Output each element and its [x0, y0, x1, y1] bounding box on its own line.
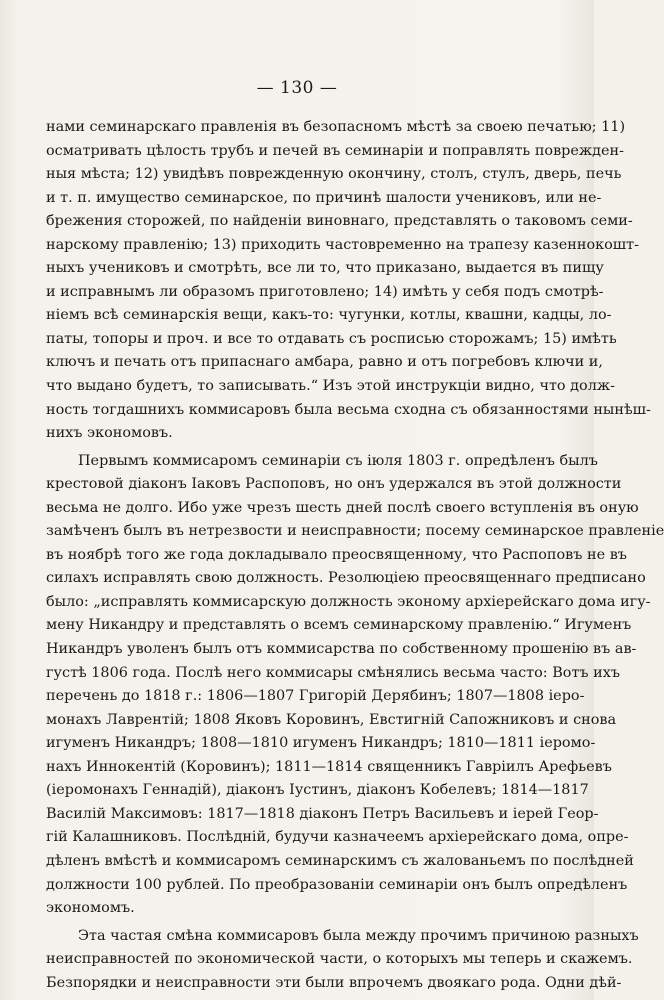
text-line: монахъ Лаврентій; 1808 Яковъ Коровинъ, Евстигній Сапожниковъ и снова [46, 711, 617, 728]
text-line: перечень до 1818 г.: 1806—1807 Григорій Дерябинъ; 1807—1808 іеро- [46, 688, 585, 705]
text-line: Первымъ коммисаромъ семинаріи съ іюля 1803 г. опредѣленъ былъ [78, 452, 598, 469]
text-line: гій Калашниковъ. Послѣдній, будучи казначеемъ архіерейскаго дома, опре- [46, 829, 629, 846]
text-line: мену Никандру и представлять о всемъ семинарскому правленію.“ Игуменъ [46, 617, 632, 634]
text-line: густѣ 1806 года. Послѣ него коммисары смѣнялись весьма часто: Вотъ ихъ [46, 664, 620, 681]
text-line: брежения сторожей, по найденіи виновнаго, представлять о таковомъ семи- [46, 213, 633, 230]
text-line: и т. п. имущество семинарское, по причинѣ шалости учениковъ, или не- [46, 189, 602, 206]
paragraph-2 [46, 450, 664, 921]
text-line: Никандръ уволенъ былъ отъ коммисарства по собственному прошенію въ ав- [46, 641, 637, 658]
text-line: весьма не долго. Ибо уже чрезъ шесть дней послѣ своего вступленія въ оную [46, 499, 639, 516]
body-text [46, 116, 664, 995]
text-line: ныхъ учениковъ и смотрѣть, все ли то, что приказано, выдается въ пищу [46, 260, 604, 277]
text-line: паты, топоры и проч. и все то отдавать съ росписью сторожамъ; 15) имѣть [46, 330, 617, 347]
text-line: Эта частая смѣна коммисаровъ была между прочимъ причиною разныхъ [78, 927, 639, 944]
text-line: экономомъ. [46, 900, 135, 917]
text-line: Василій Максимовъ: 1817—1818 діаконъ Петръ Васильевъ и іерей Геор- [46, 805, 599, 822]
text-line: неисправностей по экономической части, о которыхъ мы теперь и скажемъ. [46, 951, 633, 968]
text-line: ніемъ всѣ семинарскія вещи, какъ-то: чугунки, котлы, квашни, кадцы, ло- [46, 307, 612, 324]
page-number: — 130 — [256, 78, 338, 98]
text-line: нахъ Иннокентій (Коровинъ); 1811—1814 священникъ Гавріилъ Арефьевъ [46, 758, 612, 775]
text-line: силахъ исправлять свою должность. Резолюціею преосвященнаго предписано [46, 570, 646, 587]
text-line: ныя мѣста; 12) увидѣвъ поврежденную окончину, столъ, стулъ, дверь, печь [46, 166, 622, 183]
text-line: въ ноябрѣ того же года докладывало преосвященному, что Распоповъ не въ [46, 546, 627, 563]
text-line: Безпорядки и неисправности эти были впрочемъ двоякаго рода. Одни дѣй- [46, 974, 622, 991]
paragraph-1 [46, 116, 651, 446]
text-line: нарскому правленію; 13) приходить частовременно на трапезу казеннокошт- [46, 236, 640, 253]
text-line: крестовой діаконъ Іаковъ Распоповъ, но онъ удержался въ этой должности [46, 476, 622, 493]
text-line: ключъ и печать отъ припаснаго амбара, равно и отъ погребовъ ключи и, [46, 354, 603, 371]
text-line: нихъ экономовъ. [46, 425, 173, 442]
paragraph-3 [46, 925, 639, 996]
text-line: нами семинарскаго правленія въ безопасномъ мѣстѣ за своею печатью; 11) [46, 119, 626, 135]
text-line: и исправнымъ ли образомъ приготовлено; 14) имѣть у себя подъ смотрѣ- [46, 283, 604, 300]
text-line: (іеромонахъ Геннадій), діаконъ Іустинъ, діаконъ Кобелевъ; 1814—1817 [46, 782, 589, 799]
text-line: должности 100 рублей. По преобразованіи семинаріи онъ былъ опредѣленъ [46, 876, 628, 893]
text-line: ность тогдашнихъ коммисаровъ была весьма сходна съ обязанностями нынѣш- [46, 401, 651, 418]
text-line: дѣленъ вмѣстѣ и коммисаромъ семинарскимъ съ жалованьемъ по послѣдней [46, 852, 634, 869]
text-line: что выдано будетъ, то записывать.“ Изъ этой инструкціи видно, что долж- [46, 378, 615, 395]
text-line: игуменъ Никандръ; 1808—1810 игуменъ Никандръ; 1810—1811 іеромо- [46, 735, 596, 752]
text-line: было: „исправлять коммисарскую должность эконому архіерейскаго дома игу- [46, 593, 651, 610]
text-line: замѣченъ былъ въ нетрезвости и неисправности; посему семинарское правленіе [46, 523, 664, 540]
text-line: осматривать цѣлость трубъ и печей въ семинаріи и поправлять поврежден- [46, 142, 624, 159]
